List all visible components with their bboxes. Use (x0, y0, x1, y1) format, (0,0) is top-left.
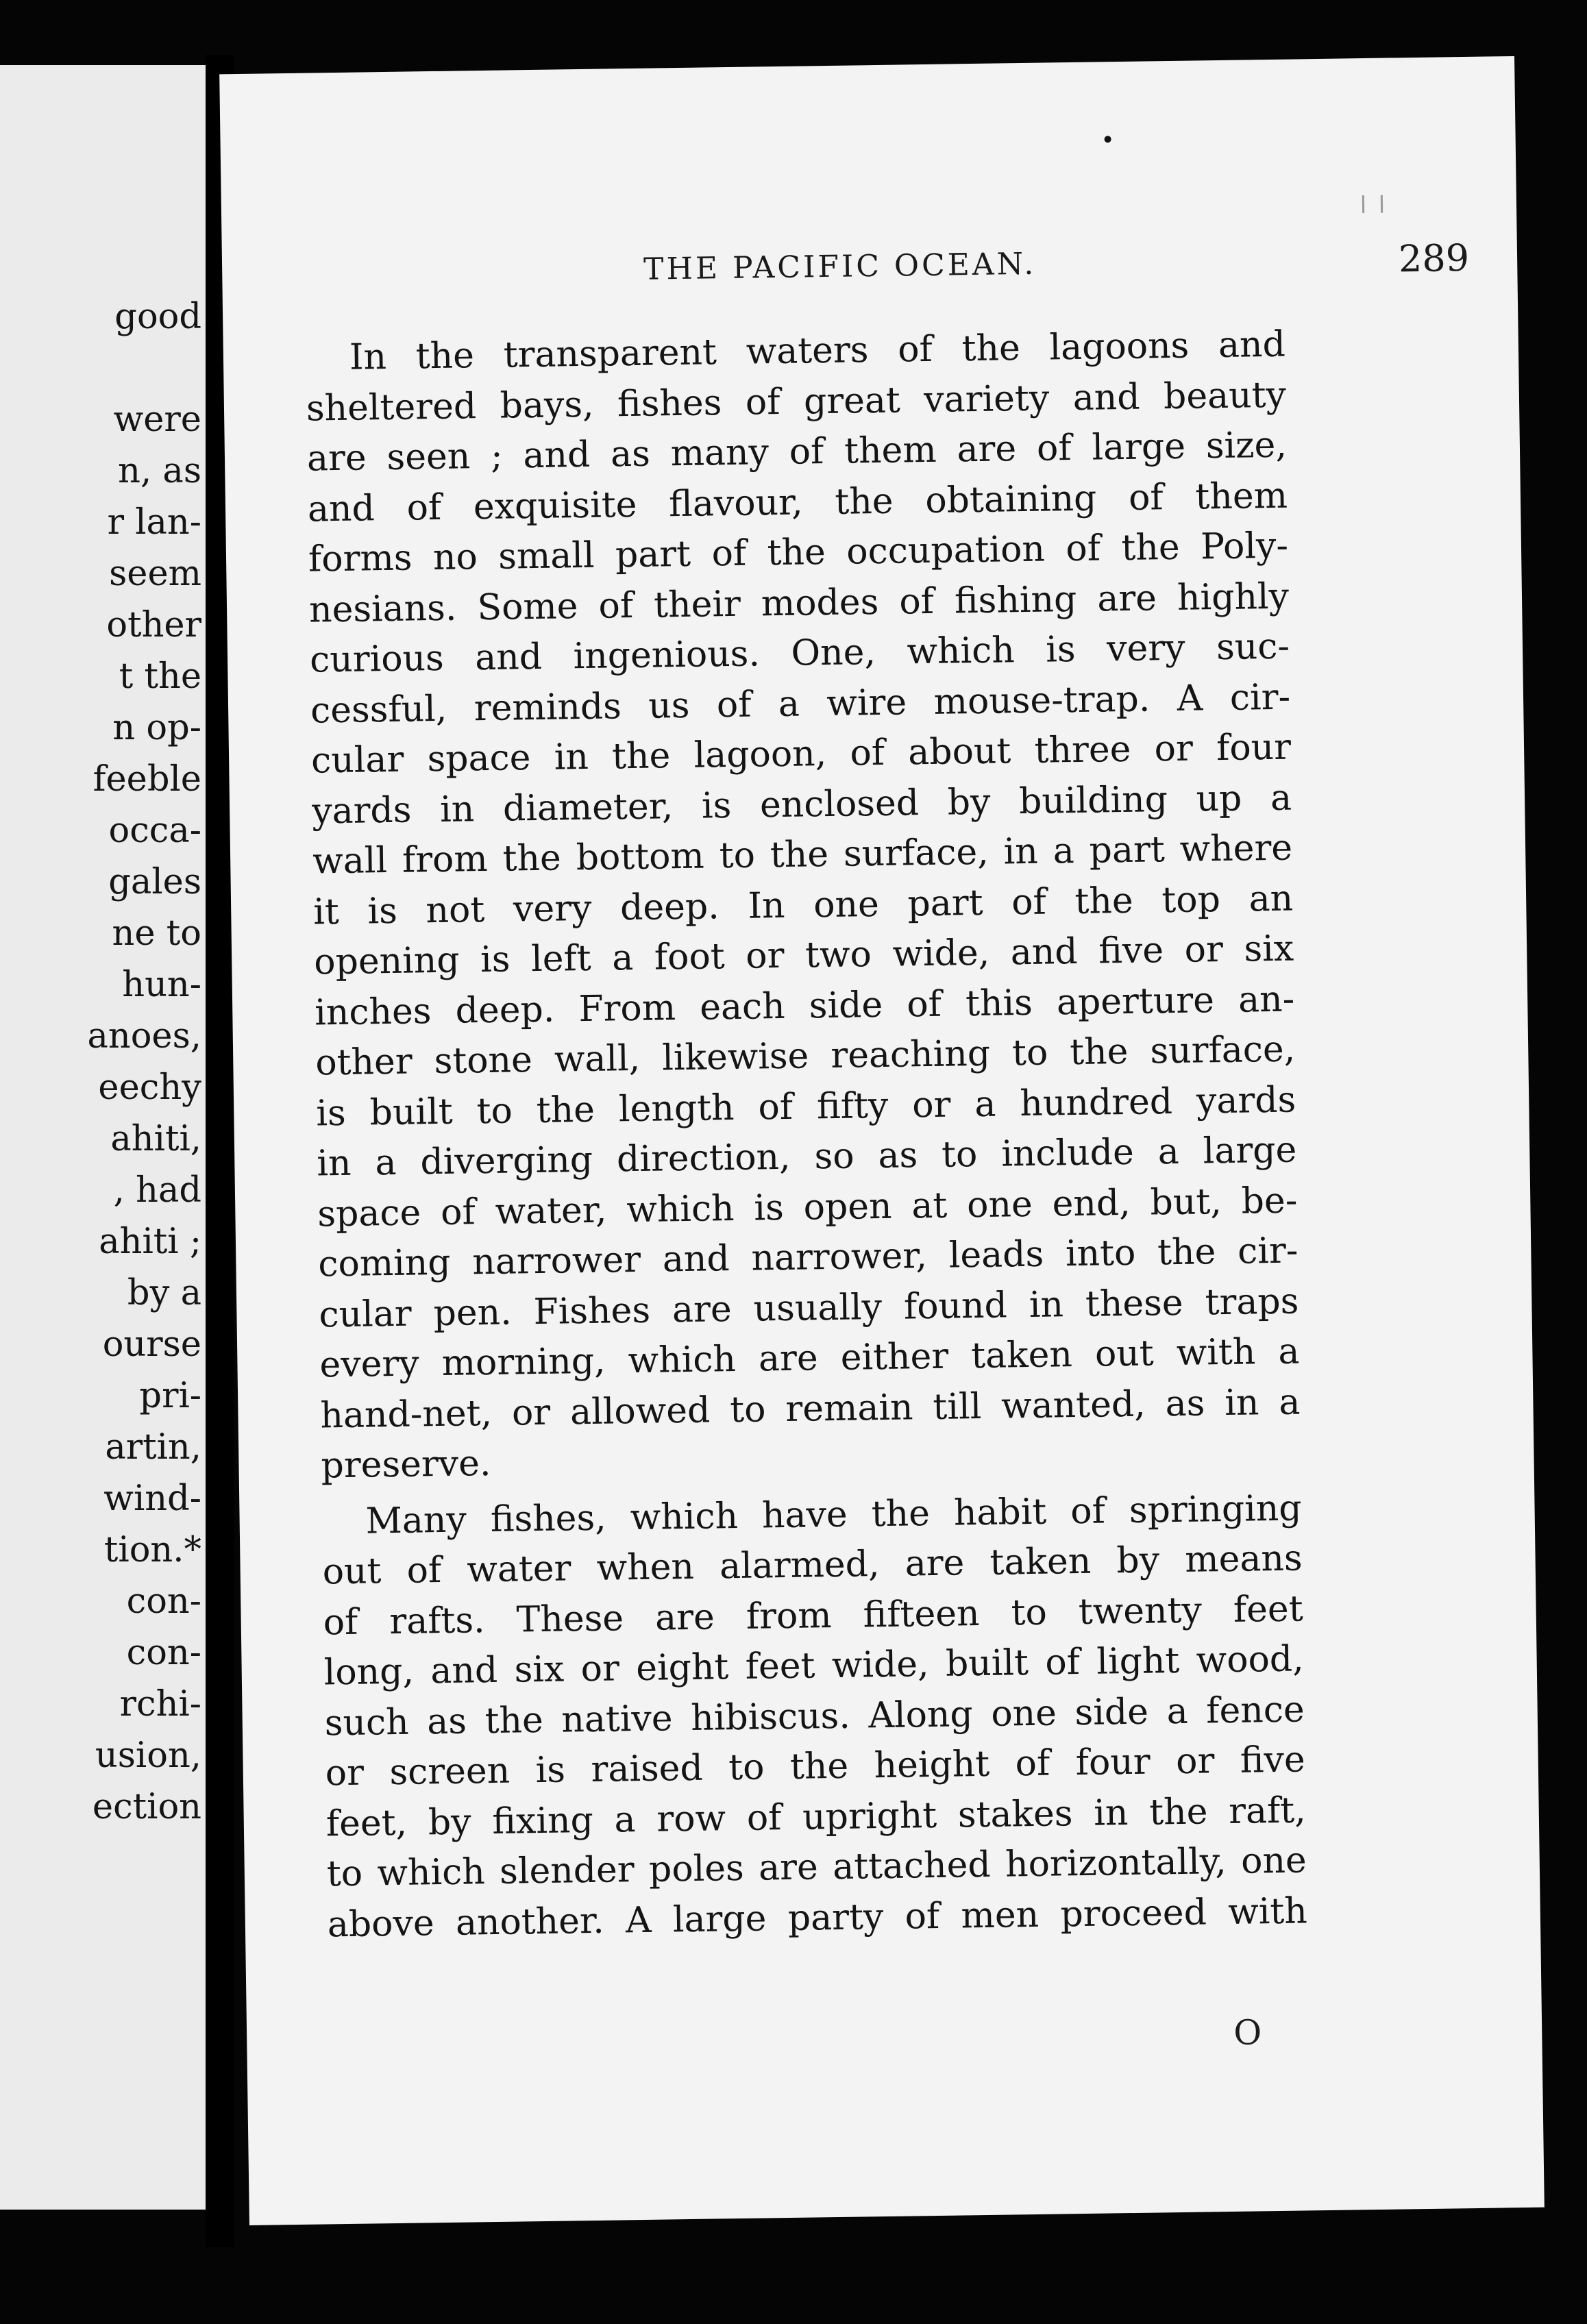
text-line: long, and six or eight feet wide, built of light wood, (323, 1638, 1305, 1694)
left-fragment: eechy (98, 1067, 201, 1108)
paragraph-1 (305, 320, 1301, 1492)
left-fragment: hun- (122, 965, 201, 1005)
text-line: cessful, reminds us of a wire mouse-trap. A cir- (310, 676, 1291, 732)
left-fragment: good (114, 297, 201, 337)
left-fragment: n, as (118, 451, 201, 491)
margin-mark (1362, 195, 1383, 213)
text-line: sheltered bays, fishes of great variety and beauty (306, 374, 1287, 430)
book-page (219, 56, 1545, 2225)
text-line: every morning, which are either taken out with a (319, 1331, 1300, 1386)
left-fragment: ection (92, 1787, 201, 1827)
paragraph-2 (321, 1483, 1307, 1950)
text-line: curious and ingenious. One, which is very suc- (309, 626, 1290, 681)
body-text (305, 320, 1307, 1951)
left-fragment: tion.* (103, 1530, 201, 1570)
text-line: are seen ; and as many of them are of large size, (306, 424, 1288, 480)
text-line: coming narrower and narrower, leads into the cir- (318, 1230, 1299, 1285)
signature-mark: O (1233, 2012, 1262, 2053)
text-line: cular pen. Fishes are usually found in these traps (319, 1281, 1299, 1335)
text-line: wall from the bottom to the surface, in a part where (312, 827, 1293, 882)
text-line: to which slender poles are attached horizontally, one (326, 1840, 1307, 1895)
left-fragment: occa- (108, 811, 201, 851)
text-line: nesians. Some of their modes of fishing are highly (308, 576, 1290, 631)
left-fragment: other (106, 605, 201, 645)
left-fragment: ne to (112, 913, 201, 954)
previous-page-text (0, 291, 206, 1833)
left-fragment: by a (127, 1273, 201, 1313)
left-fragment: ourse (102, 1324, 201, 1365)
left-fragment: t the (119, 656, 201, 697)
text-line: inches deep. From each side of this aperture an- (314, 978, 1295, 1034)
text-line: such as the native hibiscus. Along one side a fence (324, 1688, 1305, 1744)
text-line: feet, by fixing a row of upright stakes in the raft, (325, 1789, 1307, 1844)
text-line: In the transparent waters of the lagoons and (349, 323, 1286, 378)
left-fragment: seem (109, 554, 201, 594)
text-line: or screen is raised to the height of four or five (325, 1739, 1306, 1794)
ink-speck (1105, 136, 1111, 143)
text-line: and of exquisite flavour, the obtaining of them (307, 475, 1288, 530)
text-line: forms no small part of the occupation of the Poly- (308, 525, 1289, 580)
text-line: in a diverging direction, so as to include a large (316, 1129, 1297, 1185)
text-line: is built to the length of fifty or a hundred yards (315, 1079, 1296, 1135)
text-line: it is not very deep. In one part of the top an (312, 878, 1294, 933)
left-fragment: pri- (139, 1376, 201, 1416)
left-fragment: wind- (103, 1479, 201, 1519)
text-line: Many fishes, which have the habit of springing (365, 1487, 1302, 1542)
text-line: hand-net, or allowed to remain till wanted, as in a (320, 1381, 1301, 1436)
left-fragment: usion, (95, 1735, 201, 1776)
text-line: opening is left a foot or two wide, and five or six (313, 928, 1294, 983)
text-line: above another. A large party of men proceed with (327, 1890, 1308, 1945)
running-head (578, 236, 1511, 314)
left-fragment (0, 343, 206, 394)
page-number: 289 (1398, 236, 1470, 281)
left-fragment: ahiti ; (99, 1222, 201, 1262)
left-fragment: artin, (105, 1427, 201, 1468)
left-fragment: , had (113, 1170, 201, 1211)
text-line: of rafts. These are from fifteen to twenty feet (323, 1587, 1304, 1643)
left-fragment: n op- (112, 708, 201, 748)
text-line: cular space in the lagoon, of about three or four (310, 726, 1292, 782)
left-fragment: gales (108, 862, 201, 902)
left-fragment: con- (126, 1633, 201, 1673)
left-fragment: feeble (93, 759, 201, 800)
left-fragment: were (113, 399, 201, 440)
running-title: THE PACIFIC OCEAN. (643, 246, 1037, 287)
text-line: space of water, which is open at one end, but, be- (317, 1180, 1298, 1235)
left-fragment: r lan- (107, 502, 201, 543)
previous-page-edge (0, 65, 206, 2210)
left-fragment: rchi- (119, 1684, 201, 1725)
left-fragment: con- (126, 1581, 201, 1622)
text-line: out of water when alarmed, are taken by means (322, 1537, 1303, 1593)
text-line: yards in diameter, is enclosed by building up a (311, 777, 1292, 832)
left-fragment: ahiti, (110, 1119, 201, 1159)
left-fragment: anoes, (87, 1016, 201, 1056)
text-line: preserve. (321, 1443, 491, 1487)
text-line: other stone wall, likewise reaching to the surface, (315, 1028, 1296, 1084)
